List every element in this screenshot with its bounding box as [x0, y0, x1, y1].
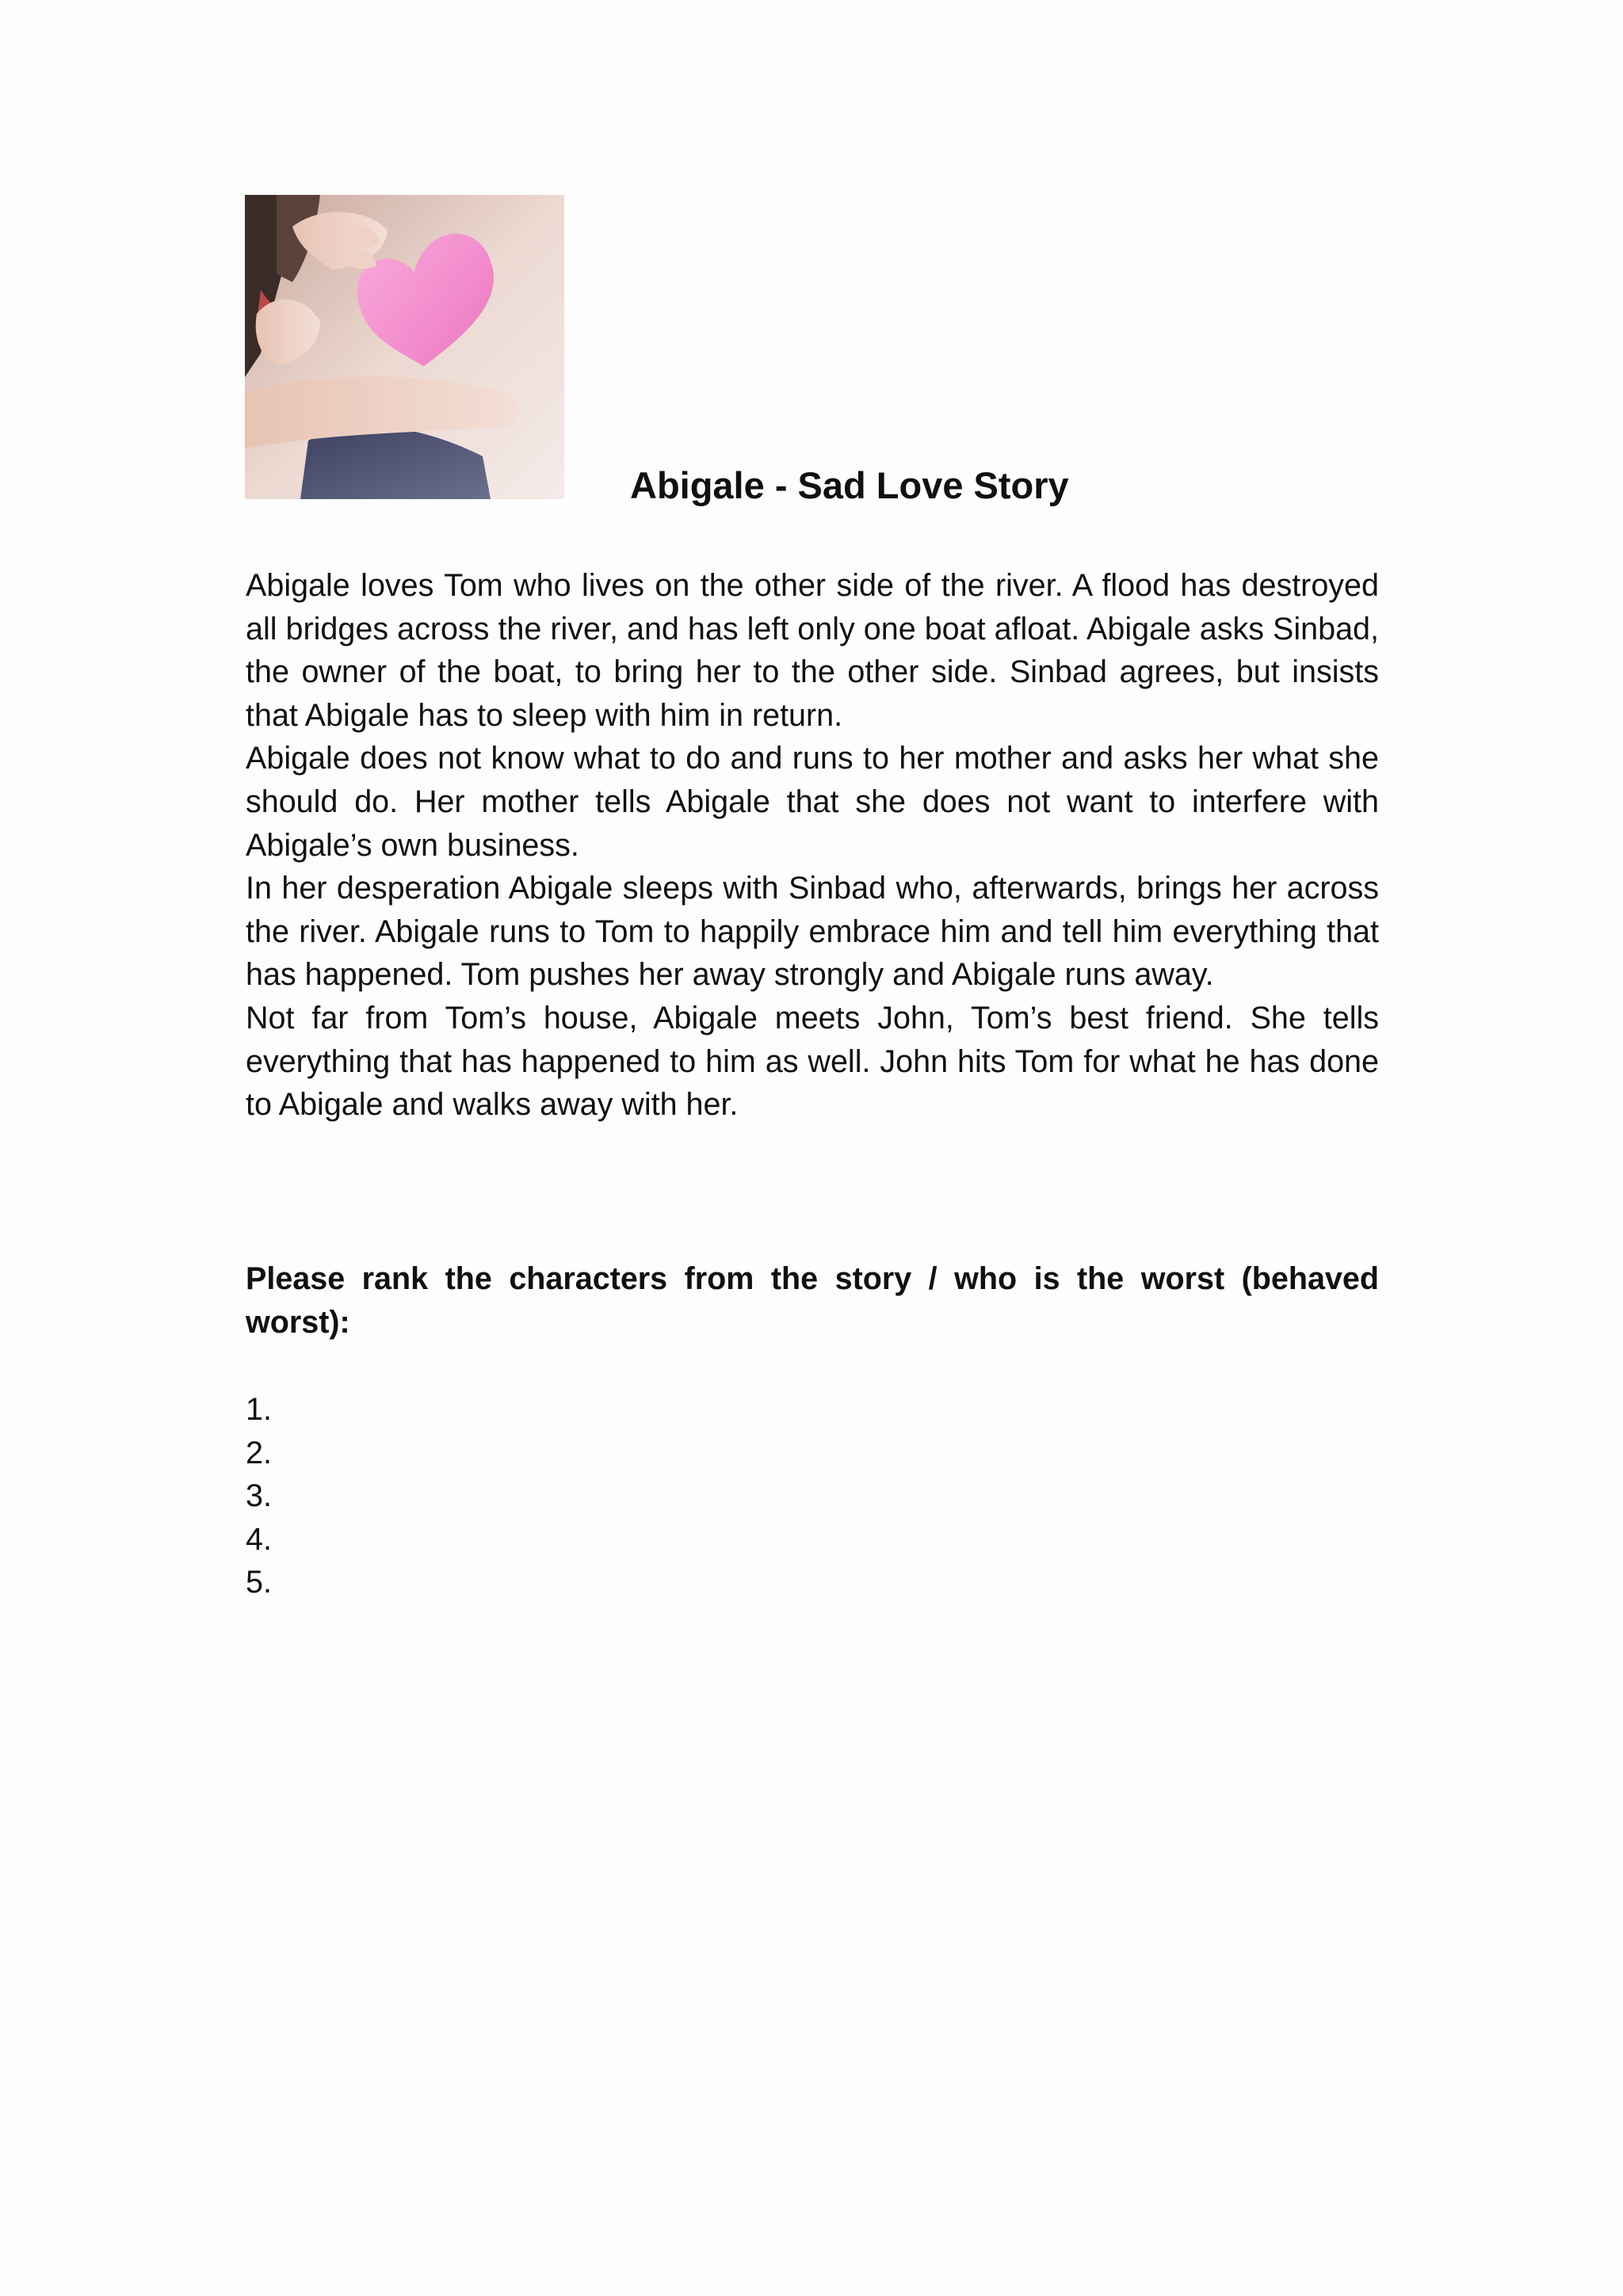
story-paragraph: Abigale does not know what to do and runs to her mother and asks her what she should do. Her mother tells Abigale that she does not want to interfere with Abigale’s own business.	[246, 741, 1379, 863]
story-text	[246, 564, 1379, 1127]
story-paragraph: Abigale loves Tom who lives on the other side of the river. A flood has destroyed all bridges across the river, and has left only one boat afloat. Abigale asks Sinbad, the owner of the boat, to bring her to the other side. Sinbad agrees, but insists that Abigale has to sleep with him in return.	[246, 568, 1379, 733]
rank-item-3: 3.	[246, 1478, 272, 1514]
rank-item-4: 4.	[246, 1521, 272, 1557]
story-paragraph: In her desperation Abigale sleeps with Sinbad who, afterwards, brings her across the river. Abigale runs to Tom to happily embrace him and tell him everything that has happened. Tom pushes her away strongly and Abigale runs away.	[246, 871, 1379, 993]
story-paragraph: Not far from Tom’s house, Abigale meets John, Tom’s best friend. She tells everything that has happened to him as well. John hits Tom for what he has done to Abigale and walks away with her.	[246, 1000, 1379, 1123]
heart-photo	[245, 195, 564, 499]
ranking-question: Please rank the characters from the story / who is the worst (behaved worst):	[246, 1261, 1379, 1340]
document-title: Abigale - Sad Love Story	[630, 464, 1069, 506]
rank-item-1: 1.	[246, 1392, 272, 1427]
rank-list	[246, 1388, 272, 1604]
rank-item-2: 2.	[246, 1435, 272, 1470]
rank-item-5: 5.	[246, 1565, 272, 1600]
